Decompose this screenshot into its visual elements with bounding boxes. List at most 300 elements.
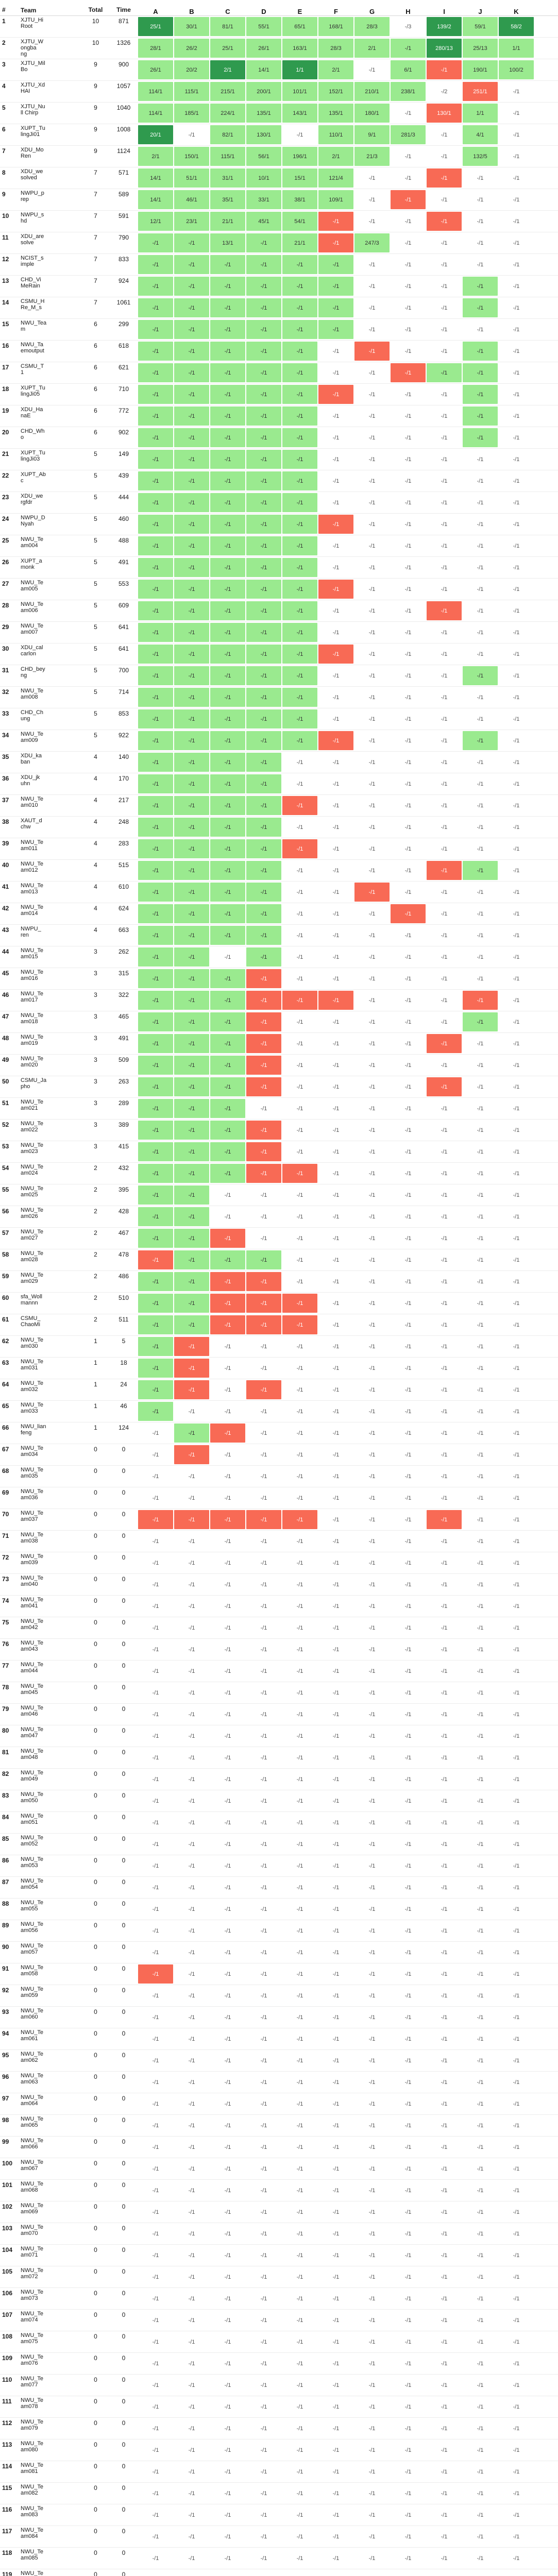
problem-cell[interactable]: 1/1 [282, 60, 317, 79]
team-name[interactable]: NWU_Te am059 [21, 1986, 44, 1998]
problem-cell[interactable]: -/1 [368, 499, 376, 506]
problem-cell[interactable]: -/1 [513, 1365, 520, 1371]
problem-cell[interactable]: -/1 [477, 889, 484, 895]
problem-cell[interactable]: -/1 [246, 363, 281, 382]
team-name[interactable]: NWU_lian feng [21, 1423, 46, 1436]
problem-cell[interactable]: -/1 [138, 233, 173, 252]
team-name[interactable]: XUPT_Ab c [21, 471, 46, 484]
problem-cell[interactable]: -/1 [332, 2338, 340, 2345]
problem-cell[interactable]: -/1 [210, 428, 245, 447]
problem-cell[interactable]: 20/1 [138, 125, 173, 144]
team-name[interactable]: NCIST_s imple [21, 255, 44, 267]
team-name[interactable]: XDU_Ha naE [21, 406, 43, 419]
problem-cell[interactable]: -/1 [427, 363, 462, 382]
problem-cell[interactable]: -/1 [354, 342, 390, 361]
problem-cell[interactable]: -/1 [260, 2274, 267, 2280]
problem-cell[interactable]: -/1 [296, 975, 303, 982]
problem-cell[interactable]: -/1 [368, 2274, 376, 2280]
problem-cell[interactable]: -/1 [368, 369, 376, 376]
problem-cell[interactable]: -/1 [138, 1315, 173, 1334]
problem-cell[interactable]: -/1 [477, 2144, 484, 2150]
problem-cell[interactable]: -/1 [138, 623, 173, 642]
problem-cell[interactable]: -/1 [404, 1473, 412, 1480]
problem-cell[interactable]: 30/1 [174, 17, 209, 36]
problem-cell[interactable]: 180/1 [354, 104, 390, 123]
problem-cell[interactable]: -/1 [296, 1213, 303, 1220]
problem-cell[interactable]: -/1 [332, 564, 340, 571]
problem-cell[interactable]: -/1 [513, 2036, 520, 2042]
problem-cell[interactable] [391, 2570, 426, 2576]
problem-cell[interactable]: -/1 [174, 1272, 209, 1291]
problem-cell[interactable]: -/1 [296, 824, 303, 831]
problem-cell[interactable]: -/1 [477, 175, 484, 181]
problem-cell[interactable]: -/1 [513, 2274, 520, 2280]
team-name[interactable]: NWPU_p rep [21, 190, 44, 202]
problem-cell[interactable]: -/1 [477, 1192, 484, 1198]
problem-cell[interactable]: -/1 [513, 2338, 520, 2345]
problem-cell[interactable]: -/1 [441, 2490, 448, 2497]
problem-cell[interactable]: -/1 [260, 1451, 267, 1458]
problem-cell[interactable]: -/1 [246, 342, 281, 361]
problem-cell[interactable]: -/1 [138, 991, 173, 1010]
problem-cell[interactable]: -/1 [318, 277, 353, 296]
problem-cell[interactable]: -/1 [404, 1192, 412, 1198]
team-name[interactable]: NWU_Te am033 [21, 1402, 44, 1414]
team-name[interactable]: NWU_Te am072 [21, 2267, 44, 2280]
problem-cell[interactable]: -/1 [368, 2079, 376, 2086]
problem-cell[interactable] [246, 2570, 281, 2576]
problem-cell[interactable]: -/1 [224, 2230, 231, 2237]
problem-cell[interactable]: -/1 [368, 1516, 376, 1523]
problem-cell[interactable]: -/1 [513, 2447, 520, 2453]
problem-cell[interactable]: -/1 [513, 434, 520, 441]
problem-cell[interactable]: -/1 [260, 1798, 267, 1804]
problem-cell[interactable]: -/1 [174, 688, 209, 707]
problem-cell[interactable]: -/1 [296, 2447, 303, 2453]
problem-cell[interactable]: -/1 [513, 1927, 520, 1934]
problem-cell[interactable]: -/1 [332, 1105, 340, 1112]
team-name[interactable]: XDU_cal carlon [21, 645, 43, 657]
problem-cell[interactable]: -/1 [224, 2014, 231, 2021]
problem-cell[interactable]: -/1 [513, 975, 520, 982]
problem-cell[interactable]: -/1 [368, 456, 376, 463]
problem-cell[interactable]: -/1 [282, 688, 317, 707]
team-name[interactable]: NWU_Te am022 [21, 1121, 44, 1133]
problem-cell[interactable]: -/1 [246, 709, 281, 728]
problem-cell[interactable]: -/1 [441, 1689, 448, 1696]
problem-cell[interactable]: -/1 [224, 1927, 231, 1934]
problem-cell[interactable]: -/1 [188, 1949, 195, 1956]
problem-cell[interactable]: -/1 [282, 385, 317, 404]
problem-cell[interactable]: 2/1 [354, 39, 390, 58]
problem-cell[interactable]: -/1 [368, 1192, 376, 1198]
problem-cell[interactable]: -/1 [282, 342, 317, 361]
problem-cell[interactable]: -/1 [224, 1992, 231, 1999]
problem-cell[interactable]: -/1 [404, 2165, 412, 2172]
problem-cell[interactable]: -/1 [152, 1495, 159, 1501]
problem-cell[interactable]: 101/1 [282, 82, 317, 101]
problem-cell[interactable] [282, 2570, 317, 2576]
problem-cell[interactable]: -/1 [427, 861, 462, 880]
problem-cell[interactable]: -/1 [477, 2209, 484, 2215]
problem-cell[interactable]: -/1 [138, 558, 173, 577]
problem-cell[interactable]: -/1 [174, 342, 209, 361]
problem-cell[interactable]: -/1 [477, 2468, 484, 2475]
problem-cell[interactable]: -/1 [368, 1992, 376, 1999]
problem-cell[interactable]: -/1 [332, 932, 340, 939]
problem-cell[interactable]: -/1 [224, 2317, 231, 2324]
problem-cell[interactable]: -/1 [477, 2555, 484, 2562]
problem-cell[interactable]: -/1 [246, 601, 281, 620]
problem-cell[interactable]: -/1 [282, 428, 317, 447]
problem-cell[interactable]: 9/1 [354, 125, 390, 144]
problem-cell[interactable]: -/1 [188, 2209, 195, 2215]
problem-cell[interactable]: -/1 [296, 1949, 303, 1956]
problem-cell[interactable]: -/1 [224, 2490, 231, 2497]
problem-cell[interactable]: -/1 [441, 672, 448, 679]
problem-header-h[interactable]: H [405, 8, 411, 15]
problem-cell[interactable]: -/1 [138, 947, 173, 967]
problem-cell[interactable]: -/1 [332, 1646, 340, 1653]
problem-cell[interactable]: -/1 [368, 781, 376, 787]
problem-cell[interactable]: -/1 [513, 2122, 520, 2129]
problem-cell[interactable]: -/1 [210, 645, 245, 664]
problem-cell[interactable]: -/1 [188, 1819, 195, 1826]
problem-cell[interactable]: -/1 [404, 1603, 412, 1609]
problem-cell[interactable]: -/1 [318, 298, 353, 317]
problem-cell[interactable]: -/1 [477, 2230, 484, 2237]
problem-cell[interactable]: -/1 [368, 1581, 376, 1588]
problem-cell[interactable]: -/1 [404, 845, 412, 852]
problem-cell[interactable]: -/1 [174, 406, 209, 426]
problem-cell[interactable]: -/1 [513, 261, 520, 268]
problem-cell[interactable]: -/1 [152, 2295, 159, 2302]
problem-cell[interactable]: -/1 [224, 1754, 231, 1761]
problem-cell[interactable]: 58/2 [499, 17, 534, 36]
problem-cell[interactable]: -/1 [368, 802, 376, 809]
problem-cell[interactable]: -/1 [513, 1278, 520, 1285]
problem-cell[interactable]: -/1 [210, 450, 245, 469]
problem-cell[interactable]: -/1 [332, 2533, 340, 2540]
problem-cell[interactable]: -/1 [513, 1776, 520, 1783]
problem-cell[interactable]: -/1 [427, 212, 462, 231]
problem-cell[interactable]: -/1 [260, 1473, 267, 1480]
problem-cell[interactable]: -/1 [210, 385, 245, 404]
problem-cell[interactable]: -/1 [152, 1992, 159, 1999]
problem-cell[interactable]: -/1 [477, 1884, 484, 1891]
problem-cell[interactable]: 15/1 [282, 168, 317, 188]
problem-cell[interactable]: -/1 [224, 1906, 231, 1912]
problem-cell[interactable]: -/1 [513, 1192, 520, 1198]
problem-cell[interactable]: -/1 [404, 694, 412, 701]
problem-cell[interactable]: -/1 [404, 1127, 412, 1133]
problem-cell[interactable]: -/1 [152, 2447, 159, 2453]
problem-cell[interactable]: -/1 [513, 2317, 520, 2324]
problem-cell[interactable]: -/1 [282, 255, 317, 274]
problem-cell[interactable]: -/1 [441, 348, 448, 354]
problem-cell[interactable]: -/1 [188, 2555, 195, 2562]
team-name[interactable]: NWU_Te am038 [21, 1532, 44, 1544]
problem-cell[interactable]: -/1 [441, 2144, 448, 2150]
problem-cell[interactable]: -/1 [260, 2187, 267, 2194]
problem-cell[interactable]: -/1 [224, 1624, 231, 1631]
problem-cell[interactable]: -/1 [174, 580, 209, 599]
problem-cell[interactable]: -/1 [332, 1430, 340, 1436]
team-name[interactable]: XDU_Mo Ren [21, 147, 44, 159]
problem-cell[interactable]: -/1 [174, 774, 209, 793]
problem-cell[interactable]: 26/2 [174, 39, 209, 58]
problem-cell[interactable]: -/1 [296, 1754, 303, 1761]
problem-cell[interactable]: -/1 [152, 2382, 159, 2388]
problem-cell[interactable]: -/1 [404, 2360, 412, 2367]
problem-cell[interactable]: -/1 [441, 1343, 448, 1350]
problem-cell[interactable]: -/1 [404, 1733, 412, 1739]
problem-cell[interactable]: -/1 [332, 802, 340, 809]
problem-cell[interactable]: -/1 [282, 991, 317, 1010]
problem-cell[interactable]: -/1 [318, 320, 353, 339]
problem-cell[interactable]: 26/1 [138, 60, 173, 79]
problem-cell[interactable]: -/1 [332, 1019, 340, 1025]
problem-cell[interactable]: -/1 [188, 2057, 195, 2064]
problem-cell[interactable]: -/1 [138, 731, 173, 750]
team-name[interactable]: XJTU_Xd HAI [21, 82, 45, 94]
problem-cell[interactable]: -/1 [296, 1776, 303, 1783]
problem-cell[interactable]: -/1 [282, 709, 317, 728]
team-name[interactable]: NWU_Te am077 [21, 2376, 44, 2388]
problem-cell[interactable]: -/1 [210, 601, 245, 620]
problem-cell[interactable]: -/1 [441, 910, 448, 917]
problem-cell[interactable]: -/1 [188, 2360, 195, 2367]
problem-cell[interactable]: -/1 [188, 2382, 195, 2388]
problem-cell[interactable]: -/1 [477, 2490, 484, 2497]
problem-cell[interactable]: -/1 [368, 2317, 376, 2324]
problem-cell[interactable]: -/1 [260, 1495, 267, 1501]
problem-cell[interactable]: 135/1 [318, 104, 353, 123]
problem-cell[interactable]: -/1 [332, 1495, 340, 1501]
problem-header-c[interactable]: C [225, 8, 230, 15]
problem-cell[interactable]: 25/13 [463, 39, 498, 58]
problem-cell[interactable]: -/1 [188, 2144, 195, 2150]
problem-cell[interactable]: -/1 [210, 536, 245, 555]
problem-cell[interactable]: -/1 [152, 1927, 159, 1934]
problem-cell[interactable]: -/1 [138, 1012, 173, 1031]
problem-cell[interactable]: -/1 [477, 326, 484, 333]
problem-cell[interactable]: -/1 [404, 2079, 412, 2086]
problem-cell[interactable]: -/1 [441, 1321, 448, 1328]
problem-cell[interactable]: -/1 [513, 543, 520, 549]
problem-cell[interactable]: -/1 [260, 2014, 267, 2021]
team-name[interactable]: CHD_Wh o [21, 428, 45, 440]
problem-cell[interactable]: -/1 [188, 2014, 195, 2021]
problem-cell[interactable]: -/1 [404, 1884, 412, 1891]
problem-cell[interactable]: -/1 [224, 2079, 231, 2086]
problem-cell[interactable]: -/1 [296, 1278, 303, 1285]
problem-cell[interactable]: 23/1 [174, 212, 209, 231]
problem-cell[interactable]: -/1 [368, 2036, 376, 2042]
problem-cell[interactable]: -/1 [260, 2230, 267, 2237]
problem-cell[interactable]: -/1 [174, 969, 209, 988]
problem-cell[interactable]: -/1 [332, 2144, 340, 2150]
team-name[interactable]: NWU_Te am028 [21, 1250, 44, 1263]
problem-cell[interactable]: -/1 [224, 1862, 231, 1869]
problem-cell[interactable]: -/1 [260, 1992, 267, 1999]
problem-cell[interactable]: -/1 [332, 2036, 340, 2042]
problem-cell[interactable]: -/1 [477, 1949, 484, 1956]
problem-cell[interactable]: -/1 [332, 2079, 340, 2086]
problem-cell[interactable]: -/1 [332, 2165, 340, 2172]
problem-cell[interactable]: -/1 [441, 2512, 448, 2518]
problem-cell[interactable]: -/1 [404, 1819, 412, 1826]
problem-cell[interactable]: -/1 [174, 1012, 209, 1031]
problem-cell[interactable]: -/1 [296, 1148, 303, 1155]
problem-cell[interactable]: -/1 [224, 954, 231, 960]
problem-cell[interactable]: -/1 [427, 1034, 462, 1053]
problem-cell[interactable]: -/1 [152, 1451, 159, 1458]
problem-cell[interactable]: -/1 [210, 1229, 245, 1248]
problem-cell[interactable]: -/1 [332, 1819, 340, 1826]
problem-cell[interactable]: -/1 [152, 1798, 159, 1804]
team-name[interactable]: NWU_Te am058 [21, 1964, 44, 1977]
problem-cell[interactable]: -/1 [224, 1668, 231, 1674]
problem-cell[interactable]: -/1 [463, 363, 498, 382]
problem-cell[interactable]: -/1 [477, 2512, 484, 2518]
problem-cell[interactable]: -/1 [368, 1127, 376, 1133]
problem-cell[interactable]: -/1 [296, 2144, 303, 2150]
problem-cell[interactable]: 14/1 [138, 190, 173, 209]
problem-cell[interactable]: -/1 [260, 2079, 267, 2086]
problem-cell[interactable]: -/1 [296, 1365, 303, 1371]
problem-cell[interactable]: -/1 [210, 493, 245, 512]
problem-cell[interactable]: -/1 [224, 1473, 231, 1480]
problem-cell[interactable]: -/1 [332, 1862, 340, 1869]
problem-cell[interactable]: -/1 [332, 1192, 340, 1198]
problem-cell[interactable]: -/1 [260, 2165, 267, 2172]
problem-cell[interactable]: -/1 [513, 240, 520, 246]
problem-cell[interactable]: -/1 [368, 1105, 376, 1112]
problem-cell[interactable]: -/1 [332, 2403, 340, 2410]
problem-cell[interactable]: -/1 [152, 2468, 159, 2475]
problem-cell[interactable]: -/1 [152, 2252, 159, 2259]
team-name[interactable]: NWU_Te am023 [21, 1142, 44, 1155]
problem-cell[interactable]: -/1 [246, 580, 281, 599]
problem-cell[interactable]: -/1 [246, 883, 281, 902]
problem-cell[interactable]: -/1 [404, 1538, 412, 1545]
problem-cell[interactable]: -/1 [174, 1250, 209, 1269]
problem-cell[interactable]: -/1 [332, 716, 340, 722]
team-name[interactable]: NWU_Te am041 [21, 1597, 44, 1609]
problem-cell[interactable]: -/1 [188, 2274, 195, 2280]
problem-cell[interactable]: -/1 [513, 564, 520, 571]
problem-cell[interactable]: -/1 [174, 991, 209, 1010]
problem-cell[interactable]: -/1 [332, 2490, 340, 2497]
problem-cell[interactable]: -/1 [477, 2057, 484, 2064]
problem-cell[interactable]: -/1 [296, 2252, 303, 2259]
problem-cell[interactable]: -/1 [260, 1862, 267, 1869]
problem-cell[interactable]: -/1 [513, 2512, 520, 2518]
problem-cell[interactable]: -/1 [246, 277, 281, 296]
problem-cell[interactable]: -/1 [368, 521, 376, 528]
problem-cell[interactable]: -/1 [368, 2209, 376, 2215]
problem-cell[interactable]: -/1 [138, 255, 173, 274]
problem-cell[interactable]: -/1 [404, 1495, 412, 1501]
problem-cell[interactable]: -/1 [513, 1798, 520, 1804]
problem-cell[interactable]: -/1 [282, 515, 317, 534]
problem-cell[interactable]: -/1 [188, 1862, 195, 1869]
problem-cell[interactable]: -/1 [332, 889, 340, 895]
problem-cell[interactable]: -/1 [513, 1841, 520, 1848]
problem-cell[interactable]: -/1 [404, 1235, 412, 1242]
problem-cell[interactable]: -/1 [296, 1560, 303, 1566]
problem-cell[interactable]: 46/1 [174, 190, 209, 209]
team-name[interactable]: NWU_Te am032 [21, 1380, 44, 1393]
problem-cell[interactable]: -/1 [260, 1776, 267, 1783]
problem-cell[interactable]: -/1 [368, 586, 376, 592]
problem-cell[interactable]: -/1 [513, 1430, 520, 1436]
problem-cell[interactable]: -/1 [260, 2057, 267, 2064]
problem-cell[interactable]: -/1 [404, 1430, 412, 1436]
problem-cell[interactable]: -/1 [354, 883, 390, 902]
problem-cell[interactable]: -/1 [332, 1127, 340, 1133]
problem-cell[interactable]: 163/1 [282, 39, 317, 58]
problem-cell[interactable]: -/1 [210, 255, 245, 274]
problem-cell[interactable]: -/1 [441, 2100, 448, 2107]
problem-cell[interactable]: -/1 [513, 175, 520, 181]
problem-cell[interactable]: -/1 [188, 2317, 195, 2324]
problem-cell[interactable]: -/1 [260, 2533, 267, 2540]
problem-cell[interactable]: -/1 [188, 2295, 195, 2302]
problem-cell[interactable]: -/1 [441, 2014, 448, 2021]
problem-cell[interactable]: -/1 [174, 1380, 209, 1399]
problem-cell[interactable]: -/1 [404, 1668, 412, 1674]
problem-cell[interactable]: -/1 [513, 1668, 520, 1674]
problem-cell[interactable]: -/1 [224, 2512, 231, 2518]
problem-cell[interactable]: -/1 [404, 1841, 412, 1848]
problem-cell[interactable]: -/1 [368, 975, 376, 982]
problem-cell[interactable]: -/1 [138, 818, 173, 837]
problem-cell[interactable]: -/1 [296, 2079, 303, 2086]
problem-cell[interactable]: -/1 [188, 1711, 195, 1718]
problem-cell[interactable]: -/1 [224, 2338, 231, 2345]
problem-cell[interactable]: -/1 [513, 88, 520, 95]
problem-cell[interactable]: -/1 [477, 1971, 484, 1977]
problem-cell[interactable]: -/1 [152, 1819, 159, 1826]
problem-cell[interactable]: -/1 [332, 1321, 340, 1328]
team-name[interactable]: NWU_Te am066 [21, 2138, 44, 2150]
problem-cell[interactable]: -/1 [404, 2533, 412, 2540]
problem-cell[interactable]: -/1 [260, 1538, 267, 1545]
problem-cell[interactable]: -/1 [368, 391, 376, 398]
problem-cell[interactable]: -/1 [477, 1603, 484, 1609]
problem-cell[interactable]: -/1 [441, 845, 448, 852]
problem-cell[interactable]: -/1 [296, 1062, 303, 1069]
problem-cell[interactable]: -/1 [513, 2533, 520, 2540]
problem-cell[interactable]: 251/1 [463, 82, 498, 101]
problem-cell[interactable]: -/1 [441, 629, 448, 636]
problem-cell[interactable]: -/1 [282, 731, 317, 750]
problem-cell[interactable]: -/1 [477, 2274, 484, 2280]
problem-cell[interactable]: -/1 [513, 283, 520, 290]
problem-cell[interactable]: -/1 [368, 1884, 376, 1891]
problem-cell[interactable]: -/1 [477, 1365, 484, 1371]
problem-cell[interactable]: -/1 [138, 796, 173, 815]
problem-cell[interactable]: -/1 [174, 1359, 209, 1378]
problem-cell[interactable]: -/1 [138, 363, 173, 382]
problem-cell[interactable]: -/1 [391, 363, 426, 382]
problem-cell[interactable]: -/1 [296, 2295, 303, 2302]
problem-cell[interactable]: -/1 [441, 932, 448, 939]
problem-cell[interactable]: -/1 [441, 499, 448, 506]
problem-cell[interactable]: -/1 [513, 824, 520, 831]
